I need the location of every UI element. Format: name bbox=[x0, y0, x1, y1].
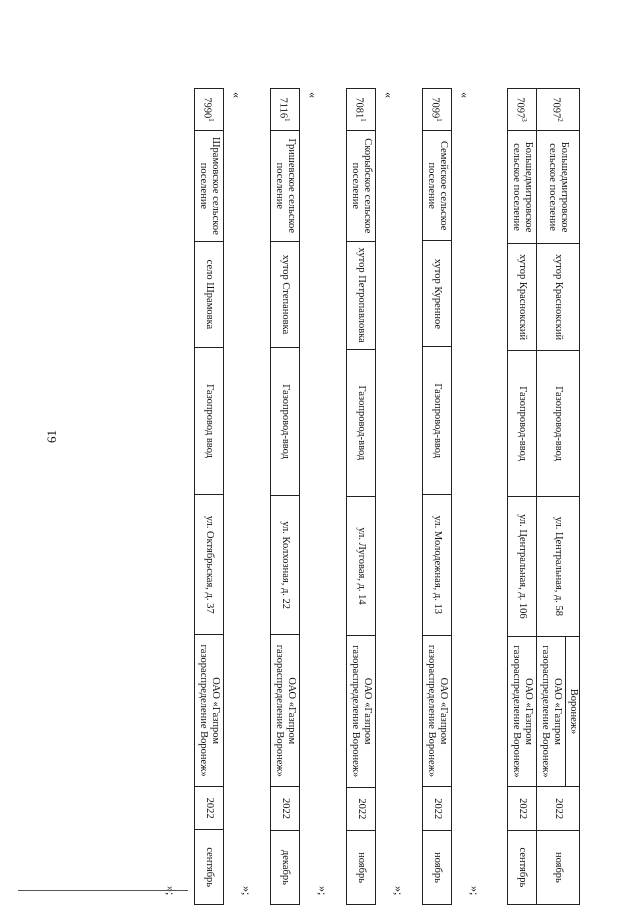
cell-owner: ОАО «Газпром газораспределение Воронеж» bbox=[271, 635, 300, 787]
open-quote: « bbox=[458, 92, 472, 98]
close-quote: »; bbox=[316, 886, 330, 896]
close-quote: »; bbox=[392, 886, 406, 896]
cell-object: Газопровод ввод bbox=[195, 348, 224, 495]
bottom-rule bbox=[18, 890, 188, 891]
cell-settlement: Скорыбское сельское поселение bbox=[347, 131, 376, 242]
row-number-sup: 1 bbox=[435, 118, 444, 122]
table-row bbox=[195, 89, 224, 905]
cell-owner: ОАО «Газпром газораспределение Воронеж» bbox=[423, 635, 452, 787]
table-row bbox=[347, 89, 376, 905]
close-quote: »; bbox=[164, 886, 178, 896]
cell-year: 2022 bbox=[508, 787, 537, 830]
row-number-text: 7081 bbox=[353, 97, 365, 119]
table-row bbox=[537, 89, 580, 905]
cell-locality: хутор Петропавловка bbox=[347, 241, 376, 349]
close-quote: »; bbox=[468, 886, 482, 896]
cell-year: 2022 bbox=[537, 787, 580, 830]
page-number: 61 bbox=[44, 430, 59, 443]
cell-locality: хутор Степановка bbox=[271, 241, 300, 348]
cell-address: ул. Молодежная, д. 13 bbox=[423, 495, 452, 636]
cell-month: ноябрь bbox=[423, 831, 452, 905]
row-number bbox=[423, 89, 452, 131]
row-number-text: 7097 bbox=[514, 97, 526, 119]
row-number-sup: 2 bbox=[556, 118, 565, 122]
cell-locality: хутор Куренное bbox=[423, 241, 452, 347]
cell-year: 2022 bbox=[423, 787, 452, 831]
table-block bbox=[346, 88, 376, 905]
cell-year: 2022 bbox=[271, 787, 300, 831]
table-row bbox=[423, 89, 452, 905]
cell-settlement: Гришевское сельское поселение bbox=[271, 131, 300, 242]
cell-month: сентябрь bbox=[195, 830, 224, 905]
cell-year: 2022 bbox=[347, 787, 376, 831]
row-number-sup: 1 bbox=[359, 118, 368, 122]
cell-address: ул. Центральная, д. 106 bbox=[508, 497, 537, 636]
table-row bbox=[508, 89, 537, 905]
table-row bbox=[271, 89, 300, 905]
cell-settlement: Большедмитровское сельское поселение bbox=[508, 130, 537, 243]
table-block bbox=[194, 88, 224, 905]
cell-year: 2022 bbox=[195, 786, 224, 830]
cell-month: ноябрь bbox=[347, 831, 376, 905]
row-number-text: 7990 bbox=[201, 97, 213, 119]
cell-object: Газопровод-ввод bbox=[537, 350, 580, 496]
row-number-sup: 1 bbox=[283, 118, 292, 122]
cell-address: ул. Октябрьская, д. 37 bbox=[195, 495, 224, 635]
row-number-text: 7116 bbox=[277, 97, 289, 119]
cell-month: ноябрь bbox=[537, 830, 580, 904]
cell-month: декабрь bbox=[271, 830, 300, 904]
cell-object: Газопровод-ввод bbox=[423, 347, 452, 495]
row-number bbox=[271, 89, 300, 131]
owner-text: ОАО «Газпром газораспределение Воронеж» bbox=[540, 645, 563, 778]
cell-object: Газопровод-ввод bbox=[347, 349, 376, 496]
close-quote: »; bbox=[240, 886, 254, 896]
prev-owner-tail: Воронеж» bbox=[565, 637, 579, 787]
table-block bbox=[422, 88, 452, 905]
row-number-sup: 3 bbox=[520, 118, 529, 122]
table-block bbox=[270, 88, 300, 905]
cell-address: ул. Центральная, д. 58 bbox=[537, 497, 580, 636]
row-number-sup: 1 bbox=[207, 118, 216, 122]
cell-owner: ОАО «Газпром газораспределение Воронеж» bbox=[195, 635, 224, 787]
row-number bbox=[508, 89, 537, 131]
row-number-text: 7097 bbox=[550, 97, 562, 119]
row-number-text: 7099 bbox=[429, 97, 441, 119]
cell-owner: ОАО «Газпром газораспределение Воронеж» bbox=[347, 635, 376, 787]
cell-owner: ОАО «Газпром газораспределение Воронеж» bbox=[508, 636, 537, 787]
cell-settlement: Большедмитровское сельское поселение bbox=[537, 130, 580, 243]
open-quote: « bbox=[382, 92, 396, 98]
open-quote: « bbox=[306, 92, 320, 98]
cell-object: Газопровод-ввод bbox=[508, 350, 537, 496]
cell-locality: село Шрамовка bbox=[195, 241, 224, 347]
cell-settlement: Шрамовское сельское поселение bbox=[195, 131, 224, 242]
cell-settlement: Семейское сельское поселение bbox=[423, 131, 452, 241]
cell-owner bbox=[537, 636, 580, 787]
cell-month: сентябрь bbox=[508, 830, 537, 904]
cell-address: ул. Луговая, д. 14 bbox=[347, 497, 376, 636]
open-quote: « bbox=[230, 92, 244, 98]
row-number bbox=[347, 89, 376, 131]
cell-locality: хутор Краснокский bbox=[508, 244, 537, 351]
cell-object: Газопровод-ввод bbox=[271, 348, 300, 495]
cell-address: ул. Колхозная, д. 22 bbox=[271, 495, 300, 635]
row-number bbox=[537, 89, 580, 131]
row-number bbox=[195, 89, 224, 131]
cell-locality: хутор Краснокский bbox=[537, 244, 580, 351]
table-block bbox=[507, 88, 580, 905]
